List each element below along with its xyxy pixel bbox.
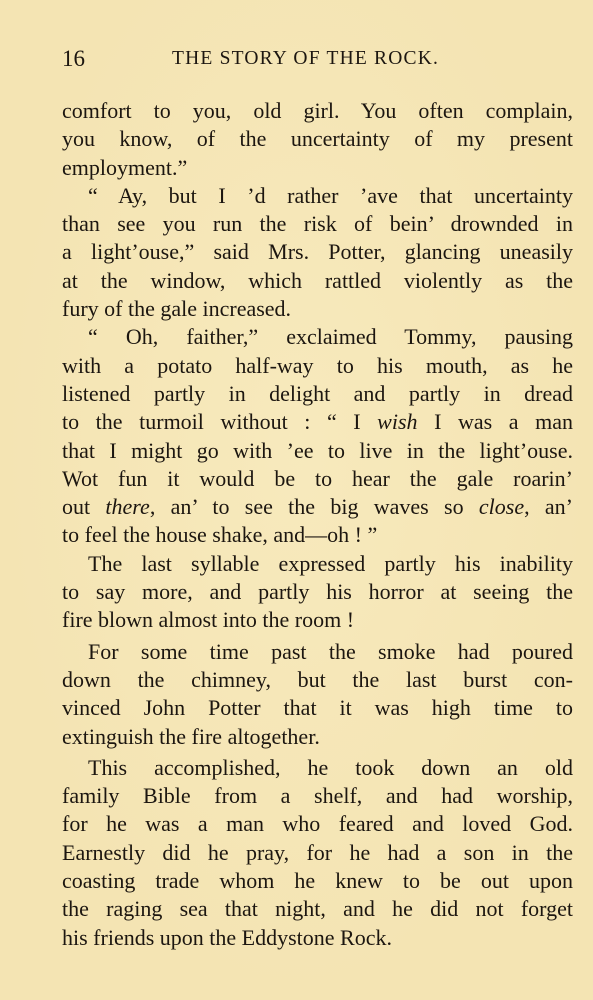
text-line: employment.”	[62, 154, 188, 180]
text-line: at the window, which rattled violently as the	[62, 267, 573, 293]
text-line: to say more, and partly his horror at seeing the	[62, 579, 573, 605]
page-header	[62, 44, 572, 74]
text-line: For some time past the smoke had poured	[88, 638, 573, 664]
text-line: Earnestly did he pray, for he had a son in the	[62, 839, 573, 865]
text-line: a light’ouse,” said Mrs. Potter, glancing uneasily	[62, 239, 573, 265]
text-line: fury of the gale increased.	[62, 296, 292, 322]
text-line: to the turmoil without : “ I wish I was a man	[62, 409, 573, 435]
text-line: comfort to you, old girl. You often complain,	[62, 98, 573, 123]
paragraph	[62, 182, 573, 323]
paragraph	[62, 97, 573, 182]
text-line: for he was a man who feared and loved God.	[62, 811, 573, 837]
text-line: listened partly in delight and partly in dread	[62, 380, 573, 406]
paragraph	[62, 550, 573, 635]
paragraph	[62, 754, 573, 952]
text-line: to feel the house shake, and—oh ! ”	[62, 522, 378, 548]
paragraph	[62, 638, 573, 751]
text-line: fire blown almost into the room !	[62, 607, 355, 633]
body-text	[62, 97, 573, 952]
text-line: This accomplished, he took down an old	[88, 754, 573, 780]
running-head: THE STORY OF THE ROCK.	[172, 48, 440, 69]
text-line: “ Oh, faither,” exclaimed Tommy, pausing	[88, 324, 573, 350]
text-line: coasting trade whom he knew to be out upon	[62, 868, 573, 894]
text-line: the raging sea that night, and he did not forget	[62, 896, 573, 922]
text-line: Wot fun it would be to hear the gale roarin’	[62, 465, 573, 491]
text-line: you know, of the uncertainty of my present	[62, 126, 573, 152]
text-line: out there, an’ to see the big waves so close, an’	[62, 494, 573, 520]
paragraph	[62, 323, 573, 549]
text-line: The last syllable expressed partly his inability	[88, 550, 573, 576]
text-line: “ Ay, but I ’d rather ’ave that uncertainty	[88, 182, 573, 208]
text-line: vinced John Potter that it was high time to	[62, 695, 573, 721]
text-line: family Bible from a shelf, and had worship,	[62, 783, 573, 809]
page-number: 16	[62, 46, 85, 71]
text-line: down the chimney, but the last burst con-	[62, 666, 573, 692]
text-line: extinguish the fire altogether.	[62, 723, 320, 749]
text-line: than see you run the risk of bein’ drownded in	[62, 211, 573, 237]
text-line: his friends upon the Eddystone Rock.	[62, 924, 392, 950]
text-line: with a potato half-way to his mouth, as he	[62, 352, 573, 378]
text-line: that I might go with ’ee to live in the light’ouse.	[62, 437, 573, 463]
